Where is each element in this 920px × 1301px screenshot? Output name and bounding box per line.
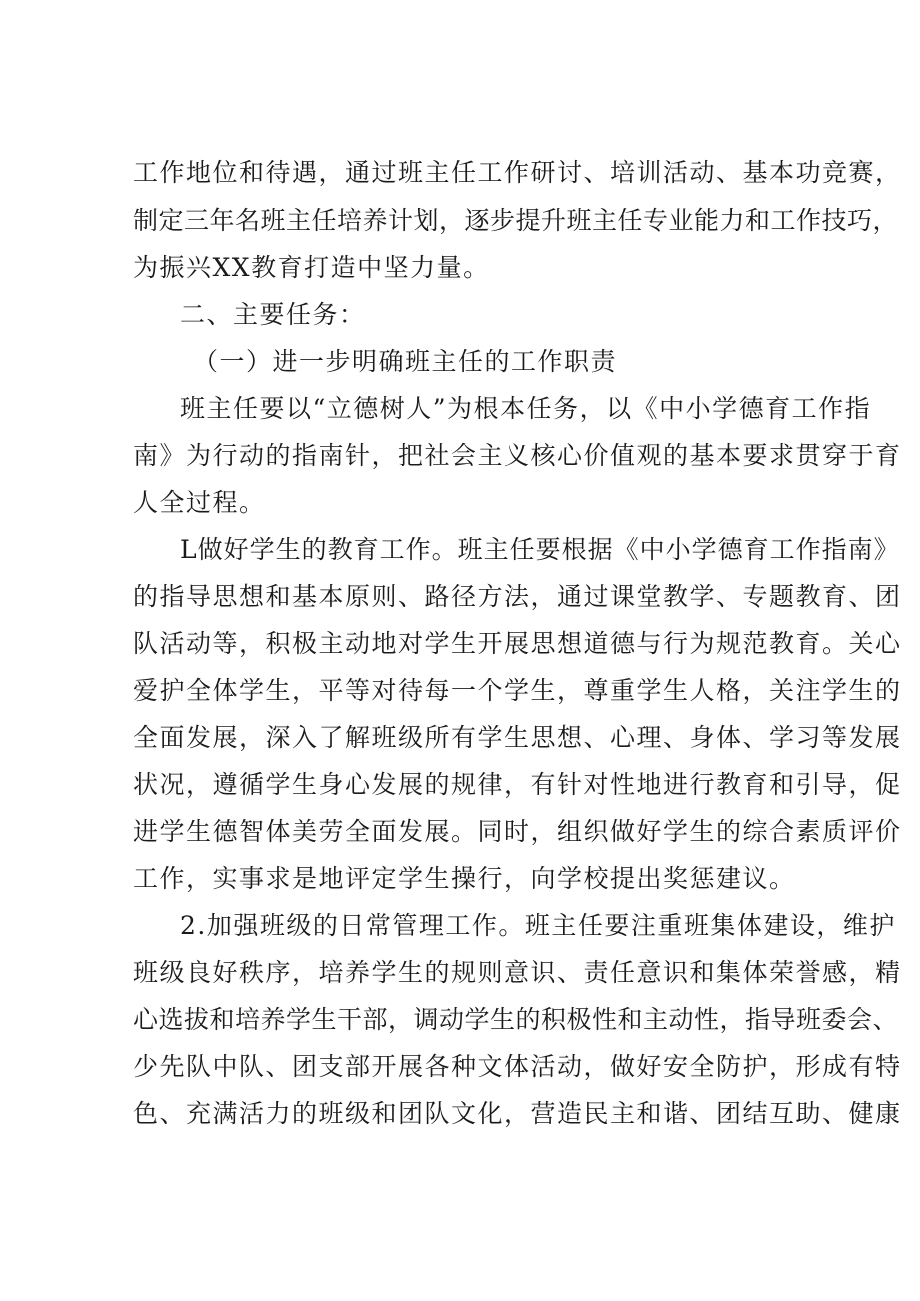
paragraph-line-10: 的指导思想和基本原则、路径方法，通过课堂教学、专题教育、团 <box>133 582 902 611</box>
subsection-heading: （一）进一步明确班主任的工作职责 <box>193 347 618 376</box>
paragraph-line-2: 制定三年名班主任培养计划，逐步提升班主任专业能力和工作技巧， <box>133 206 899 235</box>
paragraph-line-1: 工作地位和待遇，通过班主任工作研讨、培训活动、基本功竞赛， <box>133 158 902 187</box>
paragraph-line-21: 色、充满活力的班级和团队文化，营造民主和谐、团结互助、健康 <box>133 1099 902 1128</box>
paragraph-line-19: 心选拔和培养学生干部，调动学生的积极性和主动性，指导班委会、 <box>133 1005 899 1034</box>
section-heading: 二、主要任务： <box>180 300 366 329</box>
paragraph-line-17: 2.加强班级的日常管理工作。班主任要注重班集体建设，维护 <box>180 911 896 940</box>
paragraph-line-15: 进学生德智体美劳全面发展。同时，组织做好学生的综合素质评价 <box>133 817 902 846</box>
paragraph-line-12: 爱护全体学生，平等对待每一个学生，尊重学生人格，关注学生的 <box>133 676 902 705</box>
paragraph-line-13: 全面发展，深入了解班级所有学生思想、心理、身体、学习等发展 <box>133 723 902 752</box>
paragraph-line-8: 人全过程。 <box>133 488 266 517</box>
paragraph-line-9: L做好学生的教育工作。班主任要根据《中小学德育工作指南》 <box>180 535 900 564</box>
paragraph-line-11: 队活动等，积极主动地对学生开展思想道德与行为规范教育。关心 <box>133 629 902 658</box>
paragraph-line-14: 状况，遵循学生身心发展的规律，有针对性地进行教育和引导，促 <box>133 770 902 799</box>
paragraph-line-20: 少先队中队、团支部开展各种文体活动，做好安全防护，形成有特 <box>133 1052 902 1081</box>
paragraph-line-16: 工作，实事求是地评定学生操行，向学校提出奖惩建议。 <box>133 864 796 893</box>
paragraph-line-3: 为振兴XX教育打造中坚力量。 <box>133 253 490 282</box>
paragraph-line-7: 南》为行动的指南针，把社会主义核心价值观的基本要求贯穿于育 <box>133 441 902 470</box>
paragraph-line-18: 班级良好秩序，培养学生的规则意识、责任意识和集体荣誉感，精 <box>133 958 902 987</box>
paragraph-line-6: 班主任要以“立德树人”为根本任务，以《中小学德育工作指 <box>180 394 872 423</box>
